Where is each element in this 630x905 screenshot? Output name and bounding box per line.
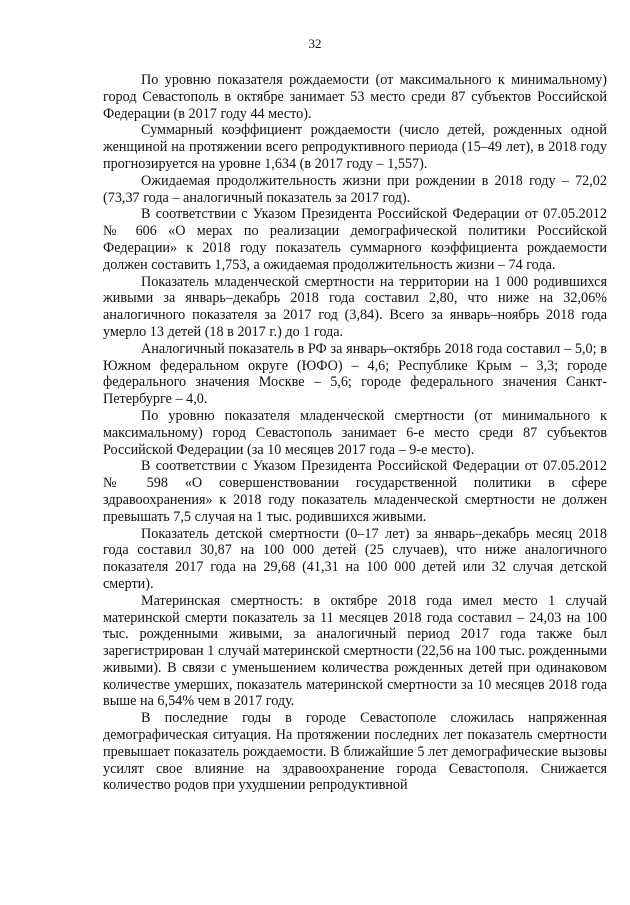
- paragraph-birth-rate-rank: По уровню показателя рождаемости (от максимального к минимальному) город Севастополь в октябре занимает 53 место среди 87 субъектов Российской Федерации (в 2017 году 44 место).: [103, 72, 607, 122]
- paragraph-infant-mortality-rank: По уровню показателя младенческой смертности (от минимального к максимальному) город Севастополь занимает 6-е место среди 87 субъектов Российской Федерации (за 10 месяцев 2017 года – 9-е место).: [103, 407, 607, 458]
- paragraph-fertility-coefficient: Суммарный коэффициент рождаемости (число детей, рожденных одной женщиной на протяжении всего репродуктивного периода (15–49 лет), в 2018 году прогнозируется на уровне 1,634 (в 2017 году – 1,557).: [103, 122, 607, 172]
- paragraph-infant-mortality-comparison: Аналогичный показатель в РФ за январь–октябрь 2018 года составил – 5,0; в Южном федеральном округе (ЮФО) – 4,6; Республике Крым – 3,3; городе федерального значения Москве – 5,6; городе федерального значения Санкт-Петербурге – 4,0.: [103, 340, 607, 408]
- page-number: 32: [308, 36, 322, 51]
- paragraph-infant-mortality: Показатель младенческой смертности на территории на 1 000 родившихся живыми за январь–декабрь 2018 года составил 2,80, что ниже на 32,06% аналогичного показателя за 2017 год (3,84). Всего за январь–ноябрь 2018 года умерло 13 детей (18 в 2017 г.) до 1 года.: [103, 273, 607, 340]
- paragraph-maternal-mortality: Материнская смертность: в октябре 2018 года имел место 1 случай материнской смерти показатель за 11 месяцев 2018 года составил – 24,03 на 100 тыс. рожденными живыми, за аналогичный период 2017 года также был зарегистрирован 1 случай материнской смертности (22,56 на 100 тыс. рожденными живыми). В связи с уменьшением количества рожденных детей при одинаковом количестве умерших, показатель материнской смертности за 10 месяцев 2018 года выше на 6,54% чем в 2017 году.: [103, 592, 607, 710]
- paragraph-life-expectancy: Ожидаемая продолжительность жизни при рождении в 2018 году – 72,02 (73,37 года – аналогичный показатель за 2017 год).: [103, 172, 607, 206]
- paragraph-decree-598: В соответствии с Указом Президента Российской Федерации от 07.05.2012 № 598 «О совершенствовании государственной политики в сфере здравоохранения» к 2018 году показатель младенческой смертности не должен превышать 7,5 случая на 1 тыс. родившихся живыми.: [103, 458, 607, 525]
- document-body: [103, 72, 607, 794]
- paragraph-child-mortality: Показатель детской смертности (0–17 лет) за январь–декабрь месяц 2018 года составил 30,87 на 100 000 детей (25 случаев), что ниже аналогичного показателя 2017 года на 29,68 (41,31 на 100 000 детей или 32 случая детской смерти).: [103, 525, 607, 592]
- paragraph-decree-606: В соответствии с Указом Президента Российской Федерации от 07.05.2012 № 606 «О мерах по реализации демографической политики Российской Федерации» к 2018 году показатель суммарного коэффициента рождаемости должен составить 1,753, а ожидаемая продолжительность жизни – 74 года.: [103, 206, 607, 273]
- paragraph-demographic-situation: В последние годы в городе Севастополе сложилась напряженная демографическая ситуация. На протяжении последних лет показатель смертности превышает показатель рождаемости. В ближайшие 5 лет демографические вызовы усилят свое влияние на здравоохранение города Севастополя. Снижается количество родов при ухудшении репродуктивной: [103, 710, 607, 794]
